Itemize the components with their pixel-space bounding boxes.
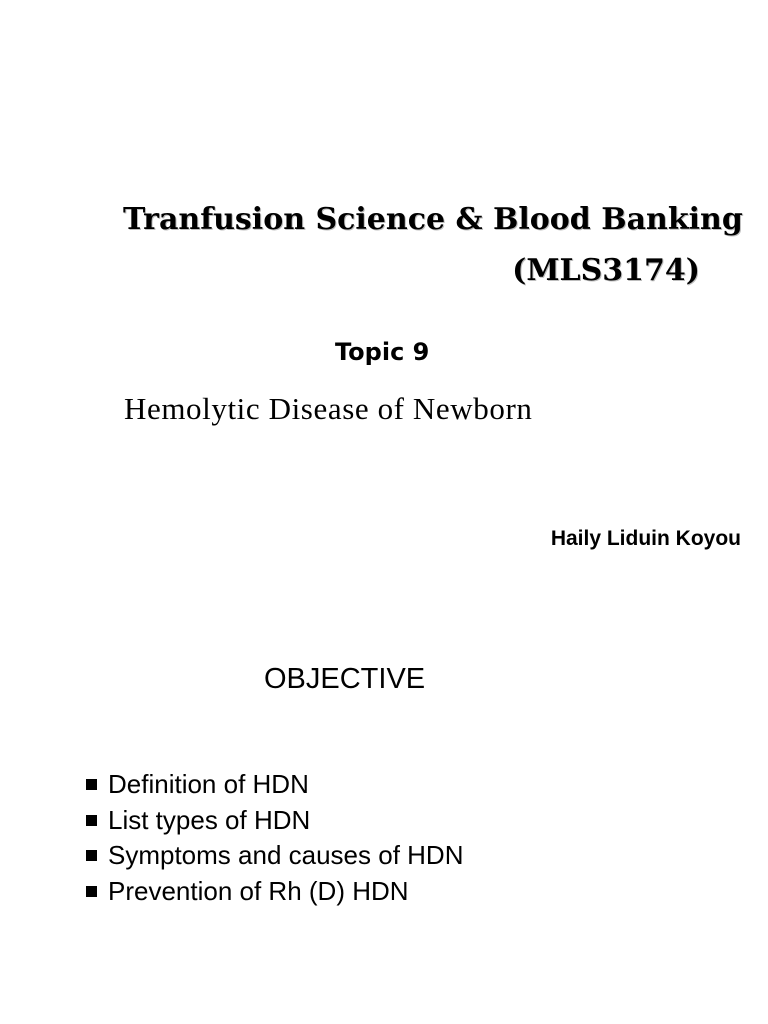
square-bullet-icon [86, 815, 97, 826]
objective-heading: OBJECTIVE [264, 663, 426, 695]
objective-item-text: Symptoms and causes of HDN [108, 840, 464, 870]
objective-item-text: Prevention of Rh (D) HDN [108, 875, 409, 906]
objective-list [86, 767, 463, 909]
topic-label: Topic 9 [335, 338, 430, 366]
list-item [86, 803, 463, 839]
topic-title: Hemolytic Disease of Newborn [124, 391, 533, 426]
list-item [86, 767, 463, 803]
course-code: (MLS3174) [512, 253, 700, 288]
list-item [86, 838, 463, 874]
square-bullet-icon [86, 850, 97, 861]
objective-item-text: List types of HDN [108, 804, 311, 835]
list-item [86, 874, 463, 910]
author-name: Haily Liduin Koyou [550, 527, 741, 550]
course-title: Tranfusion Science & Blood Banking [123, 202, 743, 237]
objective-item-text: Definition of HDN [108, 769, 309, 799]
square-bullet-icon [86, 779, 97, 790]
square-bullet-icon [86, 886, 97, 897]
